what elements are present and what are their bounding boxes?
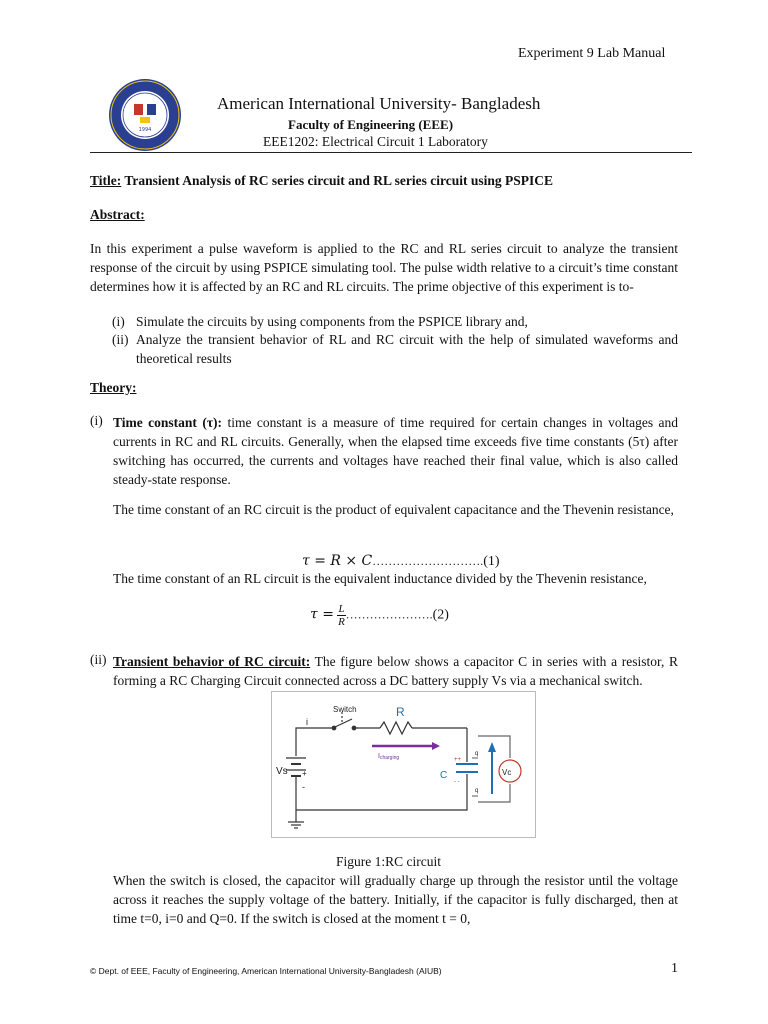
equation-1-lhs: τ = R × C: [302, 553, 373, 569]
q-top-label: q: [475, 751, 479, 757]
cap-minus-label: - -: [454, 779, 460, 785]
equation-2-dots: ………………….: [345, 607, 433, 622]
battery-plus: +: [302, 769, 307, 778]
switch-label: Switch: [333, 705, 357, 714]
university-name: American International University- Bangladesh: [217, 94, 541, 113]
equation-1-dots: ……………………….: [372, 554, 484, 568]
abstract-item-1: [90, 313, 678, 332]
experiment-label: Experiment 9 Lab Manual: [518, 46, 666, 61]
theory-item-2-number: (ii): [90, 652, 107, 667]
bottom-wire: [296, 776, 467, 810]
equation-2-lhs: τ =: [310, 606, 334, 623]
rc-transient-body: The figure below shows a capacitor C in series with a resistor, R forming a RC Charging Circuit connected across a DC battery supply Vs via a mechanical switch.: [113, 654, 678, 688]
title-label: Title:: [90, 173, 122, 188]
abstract-body: In this experiment a pulse waveform is applied to the RC and RL series circuit to analyze the transient response of the circuit by using PSPICE simulating tool. The pulse width relative to a circuit’s time constant determines how it is affected by an RC and RL circuits. The prime objective of this experiment is to-: [90, 241, 678, 294]
time-constant-paragraph: [113, 413, 678, 489]
resistor-label: R: [396, 705, 405, 719]
current-i-label: i: [306, 717, 308, 727]
equation-2-numerator: L: [338, 603, 345, 615]
rc-transient-label: Transient behavior of RC circuit:: [113, 654, 311, 669]
equation-2-number: (2): [432, 607, 449, 623]
item-text: Analyze the transient behavior of RL and RC circuit with the help of simulated waveforms and theoretical results: [136, 332, 678, 366]
header-divider: [90, 152, 692, 153]
rc-circuit-diagram: [272, 692, 535, 837]
battery-minus: -: [302, 782, 305, 792]
university-seal-icon: [107, 77, 183, 153]
footer-copyright: © Dept. of EEE, Faculty of Engineering, American International University-Bangladesh (AIUB): [90, 966, 442, 976]
time-constant-body: time constant is a measure of time required for certain changes in voltages and currents in RC and RL circuits. Generally, when the elapsed time exceeds five time constants (5τ) after switching has occurred, the currents and voltages have reached their final value, which is also called steady-state response.: [113, 415, 678, 487]
seal-year: 1994: [138, 127, 152, 133]
item-text: Simulate the circuits by using components from the PSPICE library and,: [136, 314, 528, 329]
theory-item-1-number: (i): [90, 413, 103, 428]
item-number: (i): [112, 314, 125, 329]
document-title: [90, 173, 553, 189]
equation-1: [302, 553, 500, 570]
title-text: Transient Analysis of RC series circuit and RL series circuit using PSPICE: [121, 173, 554, 188]
icharging-label: Icharging: [378, 753, 400, 761]
equation-2: [310, 603, 449, 628]
resistor-zigzag: [380, 722, 412, 734]
university-logo: [107, 77, 183, 153]
equation-1-number: (1): [483, 554, 500, 569]
rc-circuit-figure: [271, 691, 536, 838]
cap-plus-label: ++: [454, 757, 462, 763]
rc-time-constant-text: The time constant of an RC circuit is the product of equivalent capacitance and the Thevenin resistance,: [113, 502, 674, 517]
equation-2-denominator: R: [338, 616, 345, 628]
page-number: 1: [671, 961, 678, 976]
vs-label: Vs: [276, 766, 288, 777]
top-left-wire: [296, 728, 332, 732]
abstract-item-2: [90, 331, 678, 369]
after-figure-paragraph: When the switch is closed, the capacitor will gradually charge up through the resistor until the voltage across it reaches the supply voltage of the battery. Initially, if the capacitor is fully discharged, then at time t=0, i=0 and Q=0. If the switch is closed at the moment t = 0,: [113, 873, 678, 926]
switch-blade: [335, 719, 352, 727]
theory-heading: Theory:: [90, 380, 137, 395]
equation-2-fraction: [337, 603, 345, 628]
abstract-heading: Abstract:: [90, 207, 145, 222]
rl-time-constant-text: The time constant of an RL circuit is the equivalent inductance divided by the Thevenin resistance,: [113, 571, 647, 586]
q-bottom-label: q: [475, 788, 479, 794]
faculty-name: Faculty of Engineering (EEE): [288, 117, 454, 132]
time-constant-label: Time constant (τ):: [113, 415, 223, 430]
vc-label: Vc: [502, 768, 512, 777]
capacitor-label: C: [440, 770, 448, 781]
figure-caption: Figure 1:RC circuit: [336, 854, 441, 869]
course-name: EEE1202: Electrical Circuit 1 Laboratory: [263, 134, 488, 149]
item-number: (ii): [112, 332, 129, 347]
rc-transient-paragraph: [113, 652, 678, 690]
